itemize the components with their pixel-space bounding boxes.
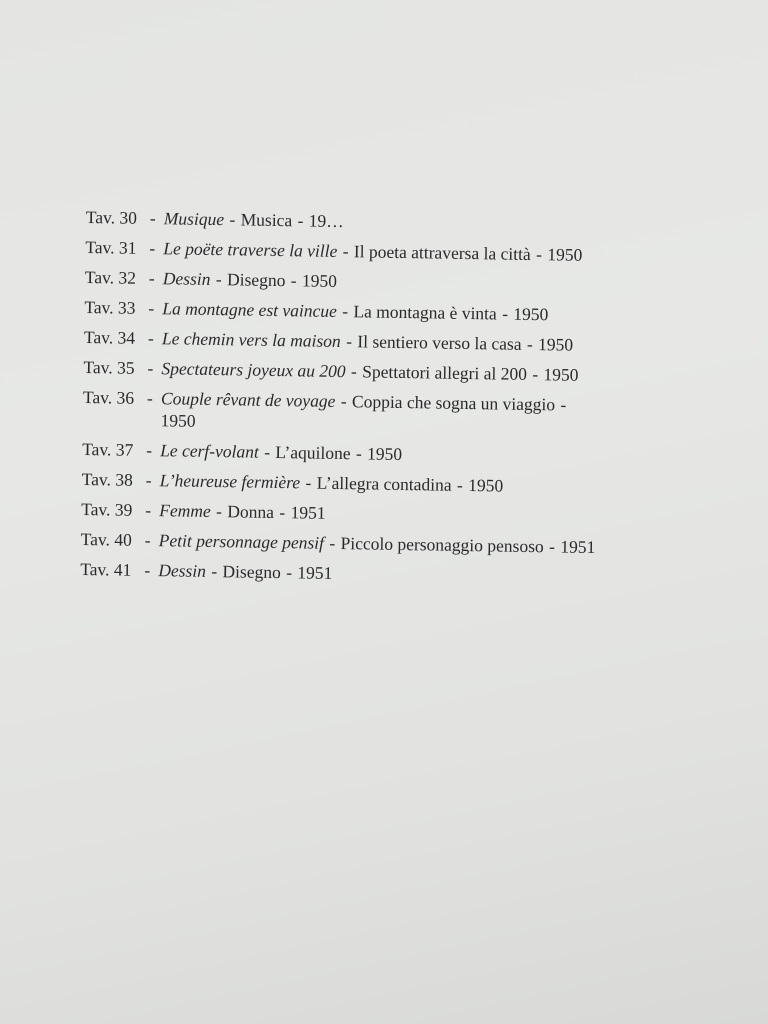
separator: - [224,209,240,230]
separator: - [346,361,362,382]
french-title: Musique [163,208,225,230]
separator: - [337,300,353,322]
italian-title: L’allegra contadina [316,472,452,495]
plate-number: 30 [119,207,138,228]
plate-entry [81,528,721,560]
plate-number: 36 [116,387,135,408]
separator: - [336,390,352,412]
plate-description [158,559,678,589]
plate-dash: - [145,499,152,521]
plate-number: 32 [118,267,137,288]
plate-dash: - [149,208,156,229]
plate-dash: - [147,357,154,379]
separator: - [341,331,357,352]
plate-prefix: Tav. [80,558,110,580]
plate-dash: - [148,297,155,319]
plate-description [161,357,681,387]
separator: - [531,244,547,265]
separator: - [211,268,227,290]
plate-year: 1950 [160,410,196,431]
plate-prefix: Tav. [84,266,115,288]
french-title: L’heureuse fermière [159,470,301,493]
plate-dash: - [146,439,153,461]
plate-dash: - [148,267,155,289]
plate-number: 39 [114,499,133,520]
plate-entry [83,356,723,388]
italian-title: Musica [240,209,293,231]
plate-number: 31 [118,237,137,258]
italian-title: Piccolo personaggio pensoso [340,533,544,557]
plate-dash: - [144,559,151,581]
plate-dash: - [145,469,152,491]
plate-description [159,529,679,559]
plate-label [84,296,144,319]
plate-number: 40 [114,529,133,550]
french-title: Le poëte traverse la ville [163,238,338,261]
plate-year: 1950 [537,334,574,355]
plate-year: 1950 [543,364,579,385]
french-title: Le cerf-volant [160,440,259,462]
plate-year: 1950 [301,270,338,291]
plate-number: 41 [113,559,132,580]
plate-year: 1950 [468,475,504,496]
separator: - [522,333,538,355]
plate-label [83,356,143,379]
italian-title: Disegno [222,561,281,583]
separator: - [300,472,316,493]
separator: - [555,394,567,415]
separator: - [544,536,560,557]
italian-title: La montagna è vinta [353,301,497,324]
plate-description [163,267,683,297]
italian-title: Il sentiero verso la casa [357,331,522,354]
plate-label [85,236,145,259]
italian-title: Donna [227,501,275,522]
plate-entry [85,236,725,268]
plate-prefix: Tav. [85,236,115,258]
plate-year: 1950 [366,443,403,464]
plate-prefix: Tav. [81,498,111,520]
french-title: Le chemin vers la maison [161,328,341,352]
plate-prefix: Tav. [82,386,113,408]
french-title: Dessin [158,560,207,581]
plate-label [80,558,140,581]
separator: - [259,441,275,462]
italian-title: L’aquilone [275,442,351,464]
plate-description [159,499,679,529]
plate-dash: - [144,529,151,551]
plate-year: 1950 [547,244,583,265]
separator: - [452,474,468,496]
plate-prefix: Tav. [83,326,114,348]
italian-title: Disegno [226,269,286,291]
plate-prefix: Tav. [81,468,112,490]
plate-label [84,326,144,349]
plate-label [82,468,142,491]
plate-prefix: Tav. [80,528,111,550]
french-title: Couple rêvant de voyage [160,388,336,411]
plate-label [83,386,143,409]
separator: - [527,363,543,385]
plate-prefix: Tav. [84,296,114,318]
plate-entry [86,206,726,238]
plate-prefix: Tav. [82,438,112,460]
plate-year: 1951 [290,502,326,523]
french-title: Petit personnage pensif [158,530,325,553]
separator: - [274,502,290,523]
separator: - [293,210,308,231]
plate-entry [82,386,723,440]
plate-entry [85,266,725,298]
plate-list [80,206,726,598]
plate-year: 1951 [560,536,596,558]
plate-entry [80,558,720,590]
plate-number: 38 [115,469,133,490]
plate-year: 1951 [297,562,333,583]
plate-dash: - [146,387,153,409]
italian-title: Coppia che sogna un viaggio [351,391,556,415]
separator: - [324,532,340,554]
separator: - [206,560,222,582]
french-title: Dessin [162,268,211,289]
separator: - [286,270,302,291]
plate-description [163,237,683,267]
plate-entry [84,326,724,358]
separator: - [351,443,367,464]
plate-dash: - [149,238,156,259]
plate-number: 33 [117,297,136,318]
plate-label [82,438,142,461]
plate-label [81,498,141,521]
french-title: Spectateurs joyeux au 200 [161,358,346,382]
french-title: Femme [159,500,211,521]
plate-year: 1950 [513,303,549,325]
plate-prefix: Tav. [83,356,113,378]
plate-description [162,297,682,327]
french-title: La montagne est vaincue [162,298,338,321]
plate-prefix: Tav. [85,206,116,228]
plate-label [81,528,141,551]
italian-title: Spettatori allegri al 200 [362,361,528,384]
plate-entry [84,296,724,328]
plate-description [160,387,681,439]
plate-description [164,207,684,237]
plate-entry [81,498,721,530]
separator: - [338,240,354,262]
plate-entry [82,438,722,470]
plate-label [86,206,146,229]
plate-year: 19… [308,210,344,232]
separator: - [281,562,297,583]
plate-description [162,327,682,357]
plate-entry [82,468,722,500]
italian-title: Il poeta attraversa la città [353,241,531,264]
plate-description [160,469,680,499]
plate-number: 37 [115,439,134,460]
separator: - [497,303,513,324]
plate-number: 34 [117,327,136,348]
plate-dash: - [147,327,154,349]
separator: - [211,501,227,522]
plate-number: 35 [116,357,135,378]
plate-description [160,439,680,469]
plate-label [85,266,145,289]
